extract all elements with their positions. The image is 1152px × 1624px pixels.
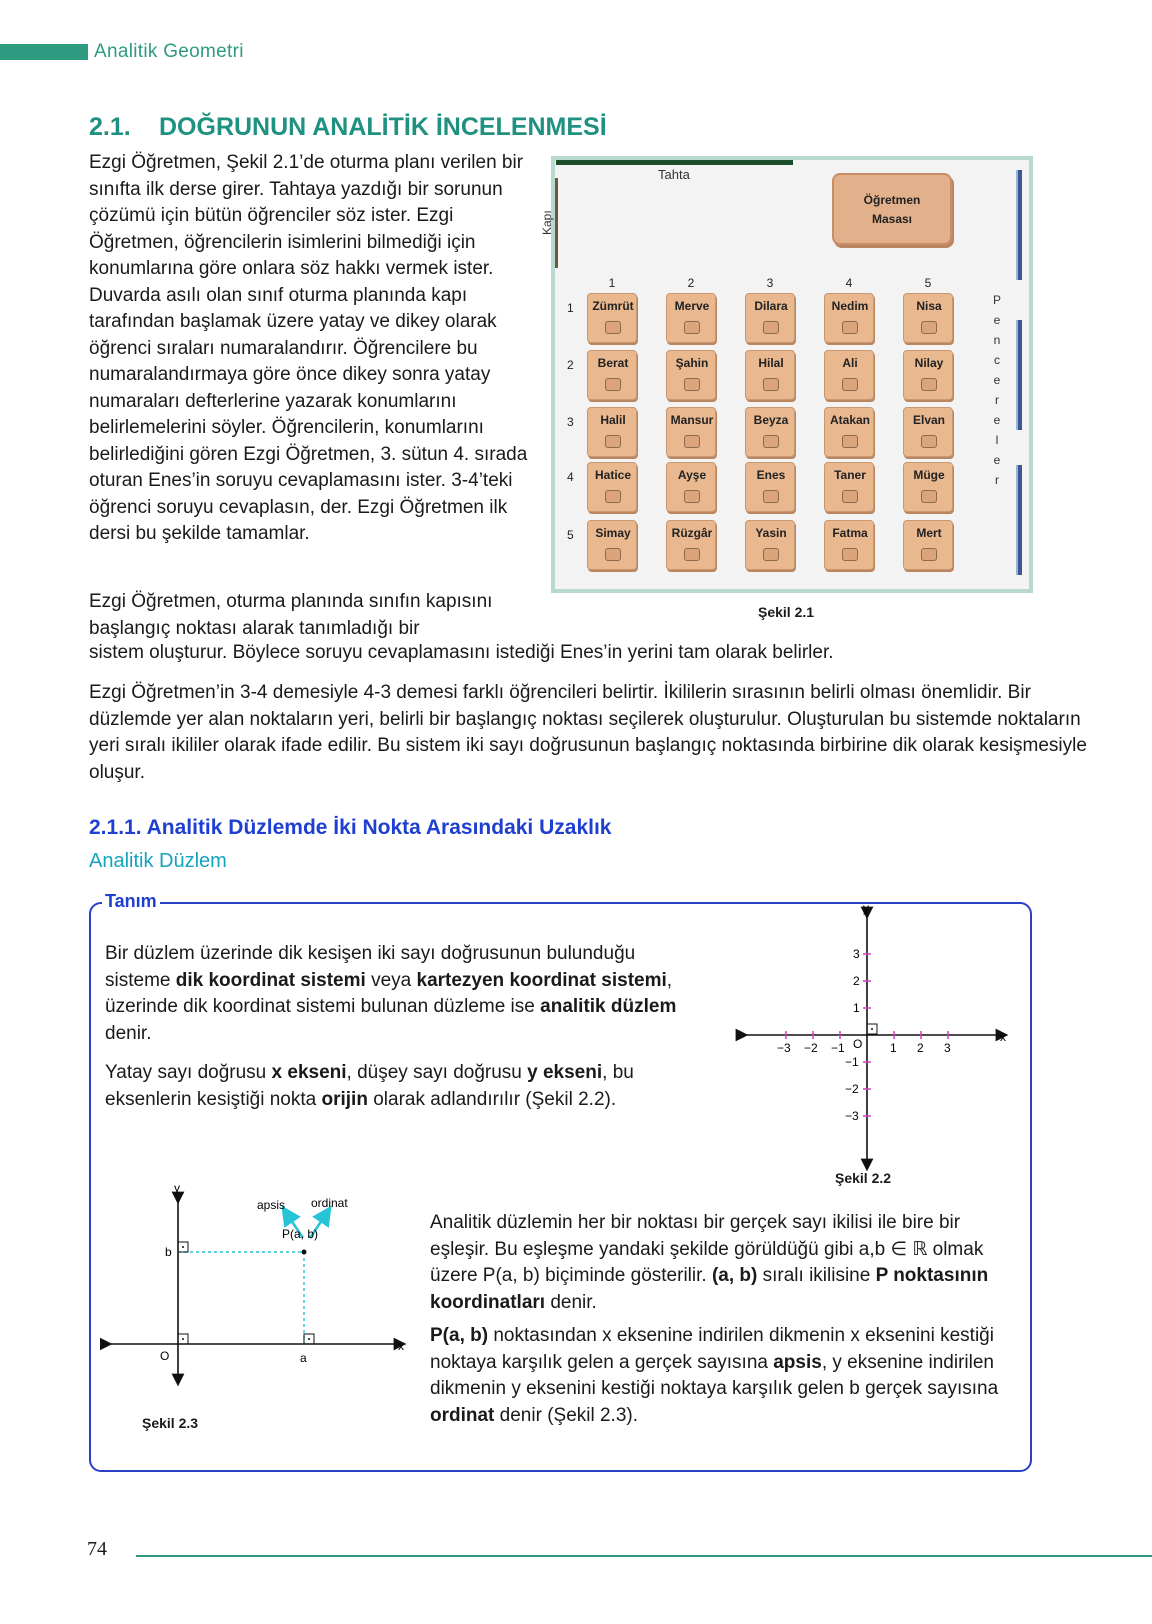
student-name: Halil: [600, 413, 626, 427]
student-desk: [903, 520, 953, 570]
figure-caption: Şekil 2.2: [835, 1170, 892, 1186]
student-name: Rüzgâr: [671, 526, 713, 540]
student-name: Ayşe: [677, 468, 707, 482]
student-desk: [745, 350, 795, 400]
student-name: Beyza: [753, 413, 789, 427]
definition-text: Yatay sayı doğrusu x ekseni, düşey sayı doğrusu y ekseni, bu eksenlerin kesiştiği nokta orijin olarak adlandırılır (Şekil 2.2).: [105, 1062, 634, 1110]
row-number: 2: [567, 358, 574, 372]
student-desk: [745, 293, 795, 343]
student-desk: [745, 407, 795, 457]
definition-text: Analitik düzlemin her bir noktası bir gerçek sayı ikilisi ile bire bir eşleşir. Bu eşleşme yandaki şekilde görüldüğü gibi a,b ∈ ℝ olmak üzere P(a, b) biçiminde gösterilir. (a, b) sıralı ikilisine P noktasının koordinatları denir.: [430, 1212, 989, 1313]
y-axis-label: y: [863, 905, 869, 915]
student-desk: [824, 520, 874, 570]
student-desk: [903, 350, 953, 400]
student-name: Hatice: [594, 468, 632, 482]
student-name: Müge: [913, 468, 945, 482]
window: [1016, 465, 1022, 575]
window: [1016, 320, 1022, 430]
b-label: b: [165, 1245, 172, 1259]
x-axis-label: x: [1000, 1030, 1006, 1044]
figure-caption: Şekil 2.1: [758, 604, 815, 620]
header-accent-bar: [0, 44, 88, 60]
y-tick-label: 2: [853, 974, 860, 988]
student-name: Mansur: [670, 413, 714, 427]
definition-label: Tanım: [102, 891, 160, 912]
windows-label: [990, 290, 1004, 490]
definition-text: Bir düzlem üzerinde dik kesişen iki sayı doğrusunun bulunduğu sisteme dik koordinat sistemi veya kartezyen koordinat sistemi, üzerinde dik koordinat sistemi bulunan düzleme ise analitik düzlem denir.: [105, 943, 677, 1044]
origin-label: O: [160, 1349, 170, 1363]
student-name: Hilal: [758, 356, 784, 370]
column-number: 4: [845, 276, 853, 290]
intro-paragraph: Ezgi Öğretmen, Şekil 2.1’de oturma planı verilen bir sınıfta ilk derse girer. Tahtaya yazdığı bir sorunun çözümü için bütün öğrenciler söz ister. Ezgi Öğretmen, öğrencilerin isimlerini bilmediği için konumlarına göre onlara söz hakkı vermek ister. Duvarda asılı olan sınıf oturma planında kapı tarafından başlamak üzere yatay ve dikey olarak öğrenci sıraları numaralandırır. Öğrencilere bu numaralandırmaya göre önce dikey sonra yatay numaraları defterlerine yazarak konumlarını belirlemelerini söyler. Öğrencilerin, konumlarını belirlediğini gören Ezgi Öğretmen, 3. sütun 4. sırada oturan Enes’in soruyu cevaplamasını ister. 3-4’teki öğrenci soruyu cevaplasın, der. Ezgi Öğretmen ilk dersi bu şekilde tamamlar.: [89, 152, 528, 544]
student-desk: [666, 350, 716, 400]
student-name: Nedim: [831, 299, 869, 313]
student-desk: [903, 293, 953, 343]
student-name: Nilay: [914, 356, 944, 370]
chair-icon: [763, 378, 779, 391]
student-name: Enes: [756, 468, 786, 482]
student-name: Elvan: [912, 413, 945, 427]
apsis-label: apsis: [257, 1198, 286, 1212]
y-tick-label: 1: [853, 1001, 860, 1015]
student-desk: [824, 407, 874, 457]
row-number: 3: [567, 415, 574, 429]
row-number: 5: [567, 528, 574, 542]
y-tick-label: −3: [845, 1109, 859, 1123]
windows-label-letter: e: [993, 373, 1001, 387]
chair-icon: [842, 435, 858, 448]
chair-icon: [684, 435, 700, 448]
chair-icon: [605, 435, 621, 448]
student-desk: [745, 520, 795, 570]
x-axis-label: x: [398, 1339, 404, 1353]
student-name: Merve: [674, 299, 710, 313]
student-desk: [587, 293, 637, 343]
student-desk: [587, 462, 637, 512]
windows-label-letter: r: [995, 473, 999, 487]
windows-label-letter: e: [993, 313, 1001, 327]
chair-icon: [921, 548, 937, 561]
x-tick-label: 3: [944, 1041, 951, 1055]
student-desk: [824, 462, 874, 512]
board: [556, 160, 793, 165]
windows-label-letter: P: [992, 293, 1001, 307]
subsection-title: 2.1.1. Analitik Düzlemde İki Nokta Arasındaki Uzaklık: [89, 816, 612, 839]
chair-icon: [605, 378, 621, 391]
board-label: Tahta: [658, 167, 690, 182]
student-name: Zümrüt: [592, 299, 634, 313]
chair-icon: [921, 490, 937, 503]
chair-icon: [763, 490, 779, 503]
chair-icon: [842, 548, 858, 561]
student-name: Simay: [595, 526, 631, 540]
y-tick-label: −2: [845, 1082, 859, 1096]
page-number: 74: [87, 1538, 107, 1560]
chair-icon: [763, 321, 779, 334]
x-tick-label: 2: [917, 1041, 924, 1055]
chair-icon: [842, 378, 858, 391]
point-p: [302, 1250, 307, 1255]
windows-label-letter: e: [993, 453, 1001, 467]
footer-rule: [136, 1555, 1152, 1557]
y-tick-label: 3: [853, 947, 860, 961]
a-label: a: [300, 1351, 307, 1365]
y-axis-label: y: [174, 1181, 180, 1195]
student-name: Fatma: [832, 526, 868, 540]
student-desk: [824, 350, 874, 400]
window: [1016, 170, 1022, 280]
door-label: Kapı: [540, 210, 554, 235]
student-desk: [666, 407, 716, 457]
chair-icon: [763, 435, 779, 448]
student-desk: [745, 462, 795, 512]
paragraph: sistem oluşturur. Böylece soruyu cevaplamasını istediği Enes’in yerini tam olarak belirler.: [89, 642, 834, 663]
door: [555, 178, 558, 268]
student-desk: [666, 462, 716, 512]
running-header: Analitik Geometri: [94, 41, 244, 62]
student-name: Taner: [834, 468, 866, 482]
x-tick-label: −1: [831, 1041, 845, 1055]
student-name: Dilara: [754, 299, 788, 313]
student-desk: [666, 293, 716, 343]
student-name: Yasin: [755, 526, 787, 540]
coordinate-system-figure: [730, 905, 1020, 1185]
column-number: 1: [608, 276, 616, 290]
ordinat-label: ordinat: [311, 1196, 348, 1210]
windows-label-letter: l: [995, 433, 999, 447]
student-name: Şahin: [675, 356, 709, 370]
column-number: 3: [766, 276, 774, 290]
origin-label: O: [853, 1037, 863, 1051]
student-desk: [903, 462, 953, 512]
chair-icon: [921, 435, 937, 448]
chair-icon: [842, 321, 858, 334]
paragraph: Ezgi Öğretmen, oturma planında sınıfın kapısını başlangıç noktası alarak tanımladığı bir: [89, 591, 493, 639]
chair-icon: [605, 548, 621, 561]
chair-icon: [842, 490, 858, 503]
chair-icon: [605, 490, 621, 503]
section-title: 2.1. DOĞRUNUN ANALİTİK İNCELENMESİ: [89, 113, 607, 141]
student-name: Mert: [916, 526, 942, 540]
point-coordinates-figure: [100, 1180, 420, 1390]
windows-label-letter: c: [994, 353, 1000, 367]
student-desk: [587, 520, 637, 570]
chair-icon: [921, 321, 937, 334]
student-desk: [903, 407, 953, 457]
chair-icon: [605, 321, 621, 334]
student-name: Berat: [597, 356, 629, 370]
chair-icon: [684, 490, 700, 503]
student-name: Ali: [842, 356, 858, 370]
chair-icon: [763, 548, 779, 561]
paragraph: Ezgi Öğretmen’in 3-4 demesiyle 4-3 demesi farklı öğrencileri belirtir. İkililerin sırasının belirli olması önemlidir. Bir düzlemde yer alan noktaların yeri, belirli bir başlangıç noktası seçilerek oluşturulur. Oluşturulan bu sistemde noktaların yeri sıralı ikililer olarak ifade edilir. Bu sistem iki sayı doğrusunun başlangıç noktasında birbirine dik olarak kesişmesiyle oluşur.: [89, 682, 1087, 783]
column-number: 2: [687, 276, 695, 290]
chair-icon: [684, 321, 700, 334]
chair-icon: [684, 378, 700, 391]
y-tick-label: −1: [845, 1055, 859, 1069]
windows-label-letter: r: [995, 393, 999, 407]
chair-icon: [684, 548, 700, 561]
column-number: 5: [924, 276, 932, 290]
point-label: P(a, b): [282, 1227, 319, 1241]
student-desk: [587, 350, 637, 400]
student-desk: [666, 520, 716, 570]
x-tick-label: 1: [890, 1041, 897, 1055]
chair-icon: [921, 378, 937, 391]
x-tick-label: −3: [777, 1041, 791, 1055]
subsection-subtitle: Analitik Düzlem: [89, 850, 227, 872]
figure-caption: Şekil 2.3: [142, 1415, 199, 1431]
definition-text: P(a, b) noktasından x eksenine indirilen dikmenin x eksenini kestiği noktaya karşılık gelen a gerçek sayısına apsis, y eksenine indirilen dikmenin y eksenini kestiği noktaya karşılık gelen b gerçek sayısına ordinat denir (Şekil 2.3).: [430, 1325, 999, 1426]
student-name: Nisa: [916, 299, 942, 313]
teacher-desk: Öğretmen Masası: [832, 173, 952, 245]
row-number: 1: [567, 301, 574, 315]
student-desk: [824, 293, 874, 343]
windows-label-letter: e: [993, 413, 1001, 427]
x-tick-label: −2: [804, 1041, 818, 1055]
student-desk: [587, 407, 637, 457]
student-name: Atakan: [829, 413, 870, 427]
windows-label-letter: n: [993, 333, 1001, 347]
row-number: 4: [567, 470, 574, 484]
